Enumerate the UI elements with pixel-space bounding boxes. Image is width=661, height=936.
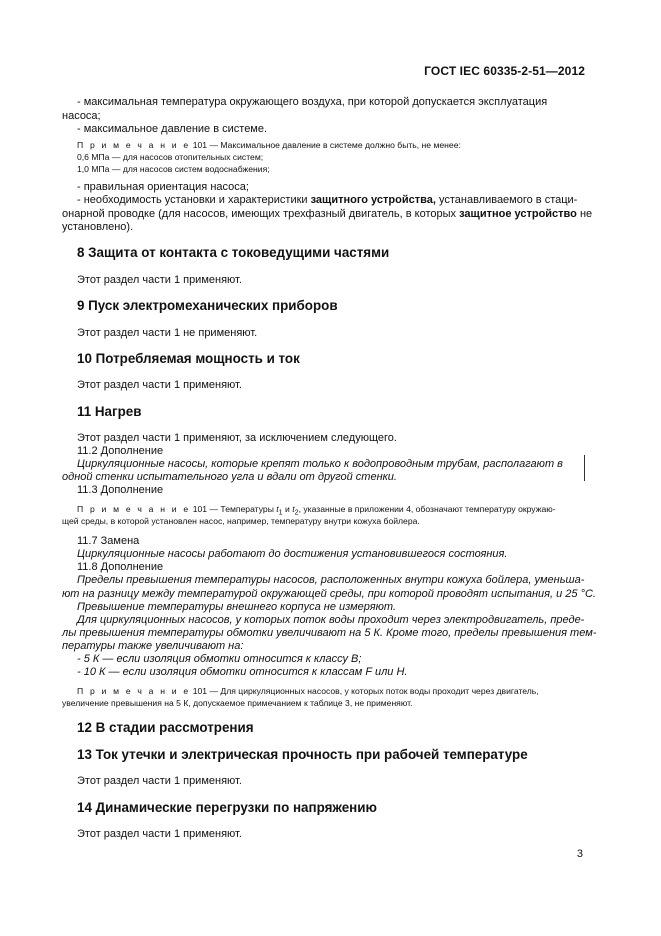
section-heading-13: 13 Ток утечки и электрическая прочность при рабочей температуре <box>77 747 528 762</box>
text-run: 101 — Для циркуляционных насосов, у которых поток воды проходит через двигатель, <box>190 686 539 696</box>
term-protective-device: защитное устройство <box>459 208 577 220</box>
subsection-heading-11-7: 11.7 Замена <box>77 535 140 547</box>
paragraph: лы превышения температуры обмотки увеличивают на 5 К. Кроме того, пределы превышения тем- <box>62 627 597 639</box>
section-text-14: Этот раздел части 1 применяют. <box>77 828 242 840</box>
list-item-continuation: насоса; <box>62 110 101 122</box>
list-item: - 5 К — если изоляция обмотки относится к классу В; <box>77 653 362 665</box>
section-text-13: Этот раздел части 1 применяют. <box>77 775 242 787</box>
note-label: П р и м е ч а н и е <box>77 686 191 696</box>
standard-code-header: ГОСТ IEC 60335-2-51—2012 <box>424 64 585 78</box>
change-bar <box>584 455 585 481</box>
list-item: - правильная ориентация насоса; <box>77 181 249 193</box>
note-text: 101 — Максимальное давление в системе должно быть, не менее: <box>190 140 461 150</box>
list-item: - максимальная температура окружающего воздуха, при которой допускается эксплуатация <box>77 96 548 108</box>
subsection-heading-11-3: 11.3 Дополнение <box>77 484 164 496</box>
list-item: - 10 К — если изоляция обмотки относится к классам F или H. <box>77 666 408 678</box>
paragraph: одной стенки испытательного угла и вдали от другой стенки. <box>62 471 397 483</box>
section-heading-11: 11 Нагрев <box>77 404 142 419</box>
note <box>77 685 539 697</box>
text-run: , указанные в приложении 4, обозначают температуру окружаю- <box>298 504 556 514</box>
section-text-8: Этот раздел части 1 применяют. <box>77 274 242 286</box>
paragraph: Превышение температуры внешнего корпуса не измеряют. <box>77 601 397 613</box>
paragraph: Циркуляционные насосы, которые крепят только к водопроводным трубам, располагают в <box>77 458 563 470</box>
page-number: 3 <box>576 848 583 860</box>
note-line: увеличение превышения на 5 К, допускаемое примечанием к таблице 3, не применяют. <box>62 698 413 708</box>
list-item-continuation: установлено). <box>62 221 134 233</box>
subsection-heading-11-8: 11.8 Дополнение <box>77 561 164 573</box>
text-run: 101 — Температуры <box>190 504 277 514</box>
text-run: устанавливаемого в стаци- <box>435 194 578 206</box>
note <box>77 139 461 151</box>
text-run: - необходимость установки и характеристики <box>77 194 311 206</box>
subsection-heading-11-2: 11.2 Дополнение <box>77 445 164 457</box>
paragraph: Пределы превышения температуры насосов, расположенных внутри кожуха бойлера, уменьша- <box>77 574 585 586</box>
section-text-11: Этот раздел части 1 применяют, за исключением следующего. <box>77 432 397 444</box>
note-line: 1,0 МПа — для насосов систем водоснабжения; <box>77 164 270 174</box>
text-run: не <box>576 208 593 220</box>
note-line: щей среды, в которой установлен насос, например, температуру внутри кожуха бойлера. <box>62 516 420 526</box>
symbol-t1: t <box>276 504 279 514</box>
note-label: П р и м е ч а н и е <box>77 140 191 150</box>
paragraph: ют на разницу между температурой окружающей среды, при которой проводят испытания, и 25 °С. <box>62 588 596 600</box>
term-protective-device: защитного устройства, <box>310 194 436 206</box>
list-item <box>77 193 577 207</box>
text-run: и <box>282 504 293 514</box>
list-item-continuation <box>62 207 592 221</box>
symbol-t2: t <box>292 504 295 514</box>
section-heading-12: 12 В стадии рассмотрения <box>77 720 254 735</box>
section-heading-10: 10 Потребляемая мощность и ток <box>77 351 300 366</box>
section-text-9: Этот раздел части 1 не применяют. <box>77 327 258 339</box>
paragraph: Циркуляционные насосы работают до достижения установившегося состояния. <box>77 548 508 560</box>
section-heading-14: 14 Динамические перегрузки по напряжению <box>77 800 377 815</box>
note-label: П р и м е ч а н и е <box>77 504 191 514</box>
text-run: онарной проводке (для насосов, имеющих трехфазный двигатель, в которых <box>62 208 460 220</box>
paragraph: пературы также увеличивают на: <box>62 640 244 652</box>
paragraph: Для циркуляционных насосов, у которых поток воды проходит через электродвигатель, преде- <box>77 614 585 626</box>
symbol-subscript: 1 <box>278 508 283 517</box>
section-heading-9: 9 Пуск электромеханических приборов <box>77 298 338 313</box>
section-heading-8: 8 Защита от контакта с токоведущими частями <box>77 245 390 260</box>
list-item: - максимальное давление в системе. <box>77 123 268 135</box>
symbol-subscript: 2 <box>294 508 299 517</box>
note-line: 0,6 МПа — для насосов отопительных систем; <box>77 152 264 162</box>
section-text-10: Этот раздел части 1 применяют. <box>77 379 242 391</box>
